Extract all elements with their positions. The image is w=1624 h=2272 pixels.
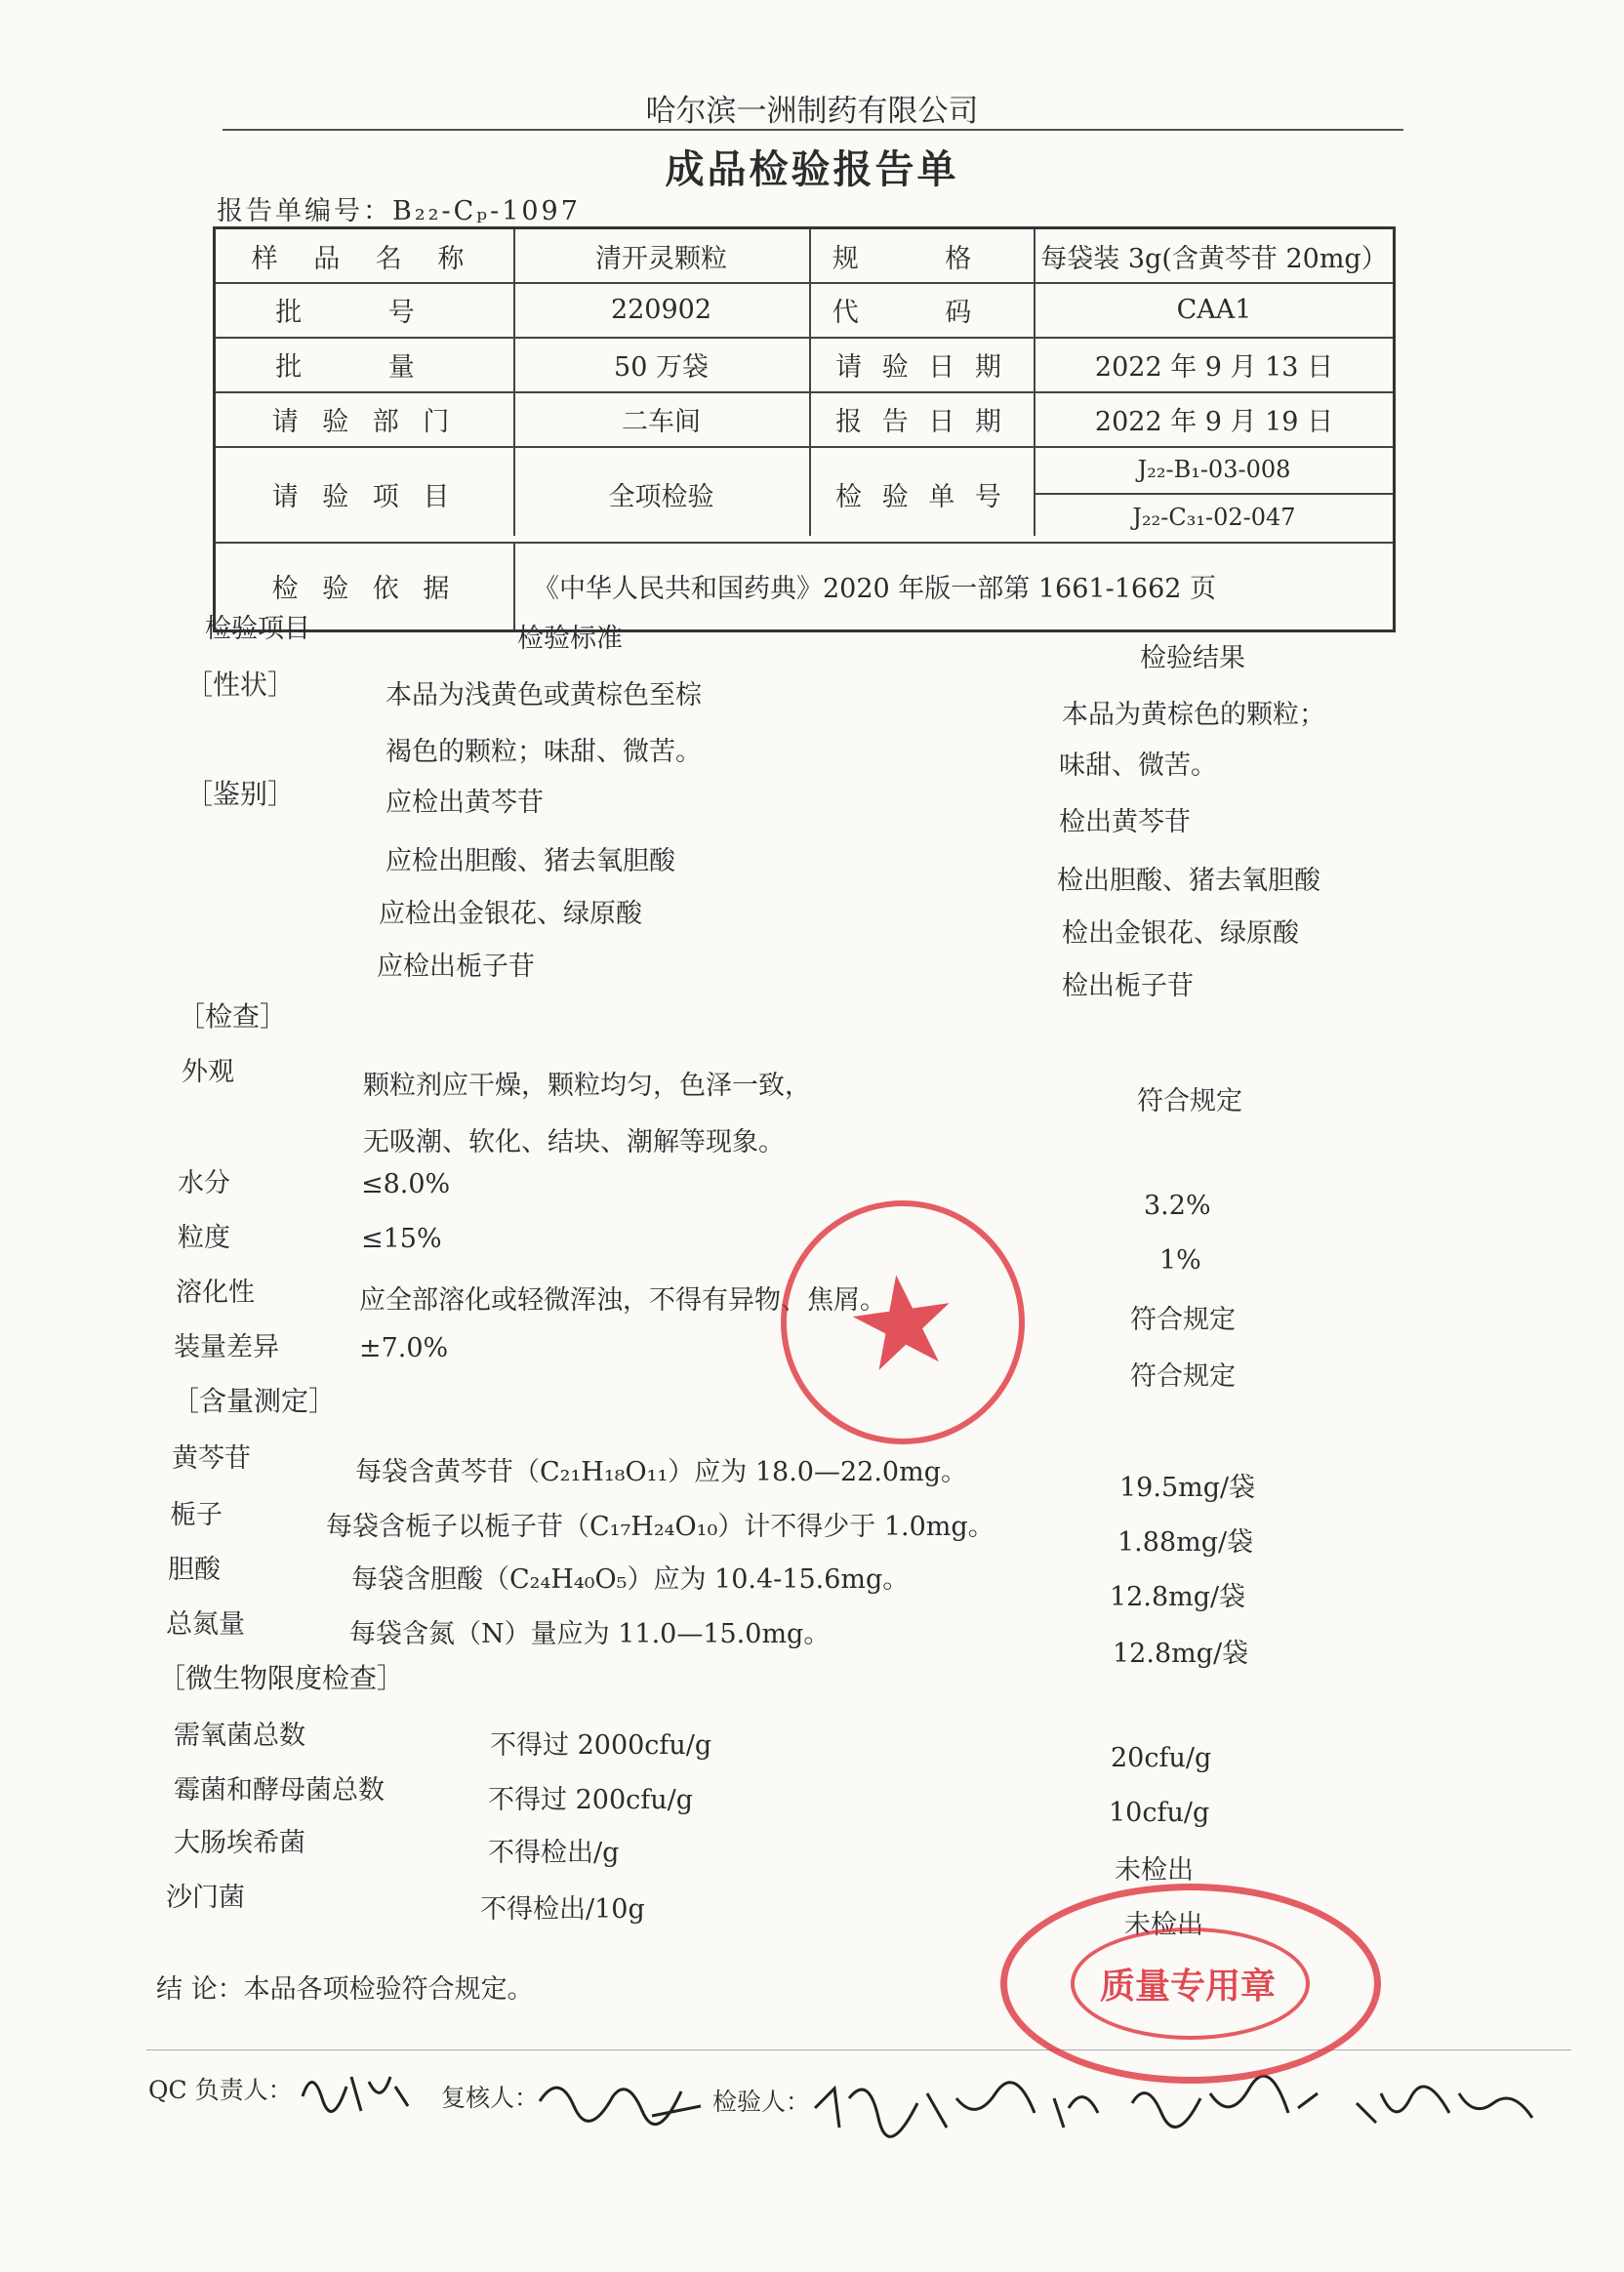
baicalin-standard: 每袋含黄芩苷（C₂₁H₁₈O₁₁）应为 18.0—22.0mg。 xyxy=(355,1457,967,1487)
star-icon xyxy=(772,1192,1035,1454)
reviewer-signature xyxy=(535,2067,710,2135)
granularity-result: 1% xyxy=(1159,1245,1201,1276)
cholic-acid-label: 胆酸 xyxy=(168,1555,221,1585)
identification-res-3: 检出金银花、绿原酸 xyxy=(1062,918,1299,949)
header-divider xyxy=(223,129,1403,131)
mold-yeast-result: 10cfu/g xyxy=(1109,1798,1210,1828)
section-inspection: ［检查］ xyxy=(178,1000,288,1033)
batch-no-label: 批 号 xyxy=(275,297,454,328)
solubility-label: 溶化性 xyxy=(176,1278,255,1308)
sample-name: 清开灵颗粒 xyxy=(595,243,727,274)
aerobic-standard: 不得过 2000cfu/g xyxy=(490,1730,712,1761)
character-std-1: 本品为浅黄色或黄棕色至棕 xyxy=(386,680,702,710)
request-date: 2022 年 9 月 13 日 xyxy=(1094,351,1334,383)
dept-label: 请 验 部 门 xyxy=(271,406,458,437)
character-res-2: 味甜、微苦。 xyxy=(1059,751,1217,781)
salmonella-standard: 不得检出/10g xyxy=(480,1894,645,1925)
aerobic-result: 20cfu/g xyxy=(1111,1743,1212,1773)
header-table xyxy=(213,226,1396,632)
batch-qty: 50 万袋 xyxy=(614,351,709,383)
granularity-label: 粒度 xyxy=(178,1223,230,1253)
solubility-result: 符合规定 xyxy=(1130,1305,1236,1335)
identification-std-1: 应检出黄芩苷 xyxy=(386,788,544,818)
mold-yeast-standard: 不得过 200cfu/g xyxy=(488,1785,694,1815)
identification-res-4: 检出栀子苷 xyxy=(1062,971,1194,1001)
qc-label: QC 负责人： xyxy=(148,2076,293,2104)
character-res-1: 本品为黄棕色的颗粒； xyxy=(1062,700,1325,730)
column-standard: 检验标准 xyxy=(517,624,623,654)
baicalin-label: 黄芩苷 xyxy=(172,1443,251,1474)
quality-seal-jiangsu xyxy=(765,1185,1040,1460)
spec: 每袋装 3g(含黄芩苷 20mg） xyxy=(1040,243,1388,274)
ecoli-result: 未检出 xyxy=(1115,1855,1194,1886)
nitrogen-label: 总氮量 xyxy=(166,1609,245,1640)
test-no-1: J₂₂-B₁-03-008 xyxy=(1137,456,1291,483)
identification-std-3: 应检出金银花、绿原酸 xyxy=(379,899,642,929)
test-no-2: J₂₂-C₃₁-02-047 xyxy=(1132,504,1296,531)
nitrogen-result: 12.8mg/袋 xyxy=(1113,1639,1249,1669)
identification-std-2: 应检出胆酸、猪去氧胆酸 xyxy=(386,846,675,876)
moisture-label: 水分 xyxy=(178,1168,230,1198)
sample-name-label: 样 品 名 称 xyxy=(251,243,478,274)
seal-text: 质量专用章 xyxy=(1100,1966,1277,2007)
granularity-standard: ≤15% xyxy=(361,1224,442,1254)
report-date: 2022 年 9 月 19 日 xyxy=(1094,406,1334,437)
salmonella-label: 沙门菌 xyxy=(166,1883,245,1913)
salmonella-result: 未检出 xyxy=(1124,1910,1203,1940)
batch-no: 220902 xyxy=(610,294,712,325)
appearance-std-1: 颗粒剂应干燥，颗粒均匀，色泽一致， xyxy=(363,1071,811,1101)
gardenia-result: 1.88mg/袋 xyxy=(1117,1527,1254,1558)
batch-qty-label: 批 量 xyxy=(275,351,454,383)
cholic-acid-result: 12.8mg/袋 xyxy=(1110,1582,1246,1612)
gardenia-standard: 每袋含栀子以栀子苷（C₁₇H₂₄O₁₀）计不得少于 1.0mg。 xyxy=(326,1512,995,1542)
column-result: 检验结果 xyxy=(1140,643,1245,673)
gardenia-label: 栀子 xyxy=(170,1500,223,1530)
ecoli-standard: 不得检出/g xyxy=(488,1838,620,1868)
appearance-result: 符合规定 xyxy=(1137,1086,1242,1116)
section-identification: ［鉴别］ xyxy=(185,778,296,810)
report-date-label: 报 告 日 期 xyxy=(835,406,1007,437)
nitrogen-standard: 每袋含氮（N）量应为 11.0—15.0mg。 xyxy=(349,1619,831,1649)
request-date-label: 请 验 日 期 xyxy=(835,351,1007,383)
qc-signature xyxy=(293,2057,420,2126)
appearance-label: 外观 xyxy=(182,1057,234,1087)
quality-seal-harbin xyxy=(1000,1884,1381,2084)
weight-variation-label: 装量差异 xyxy=(174,1332,279,1362)
baicalin-result: 19.5mg/袋 xyxy=(1119,1473,1256,1503)
character-std-2: 褐色的颗粒；味甜、微苦。 xyxy=(386,737,702,767)
identification-res-1: 检出黄芩苷 xyxy=(1059,807,1191,837)
identification-std-4: 应检出栀子苷 xyxy=(377,952,535,982)
reviewer-label: 复核人： xyxy=(441,2084,540,2112)
ecoli-label: 大肠埃希菌 xyxy=(174,1828,305,1858)
company-name: 哈尔滨一洲制药有限公司 xyxy=(645,94,979,129)
footer-divider xyxy=(146,2049,1571,2050)
weight-variation-result: 符合规定 xyxy=(1130,1361,1236,1392)
items: 全项检验 xyxy=(608,481,714,512)
moisture-standard: ≤8.0% xyxy=(361,1169,451,1199)
items-label: 请 验 项 目 xyxy=(271,481,458,512)
code-label: 代 码 xyxy=(832,297,1011,328)
basis: 《中华人民共和国药典》2020 年版一部第 1661-1662 页 xyxy=(533,573,1217,604)
section-character: ［性状］ xyxy=(185,669,296,701)
identification-res-2: 检出胆酸、猪去氧胆酸 xyxy=(1057,866,1320,896)
report-number: 报告单编号：B₂₂-Cₚ-1097 xyxy=(217,196,581,226)
spec-label: 规 格 xyxy=(832,243,1011,274)
basis-label: 检 验 依 据 xyxy=(271,573,458,604)
section-assay: ［含量测定］ xyxy=(172,1385,337,1417)
test-no-label: 检 验 单 号 xyxy=(835,481,1007,512)
section-microbial: ［微生物限度检查］ xyxy=(158,1662,405,1694)
moisture-result: 3.2% xyxy=(1144,1191,1211,1221)
inspector-label: 检验人： xyxy=(712,2088,811,2116)
report-title: 成品检验报告单 xyxy=(665,146,959,192)
dept: 二车间 xyxy=(622,406,701,437)
mold-yeast-label: 霉菌和酵母菌总数 xyxy=(174,1775,385,1805)
weight-variation-standard: ±7.0% xyxy=(359,1333,449,1363)
column-item: 检验项目 xyxy=(205,614,310,644)
cholic-acid-standard: 每袋含胆酸（C₂₄H₄₀O₅）应为 10.4-15.6mg。 xyxy=(351,1564,910,1595)
solubility-standard: 应全部溶化或轻微浑浊，不得有异物、焦屑。 xyxy=(359,1285,886,1316)
code: CAA1 xyxy=(1176,294,1252,325)
appearance-std-2: 无吸潮、软化、结块、潮解等现象。 xyxy=(363,1127,785,1157)
aerobic-label: 需氧菌总数 xyxy=(174,1721,305,1751)
conclusion: 结 论：本品各项检验符合规定。 xyxy=(156,1974,534,2005)
